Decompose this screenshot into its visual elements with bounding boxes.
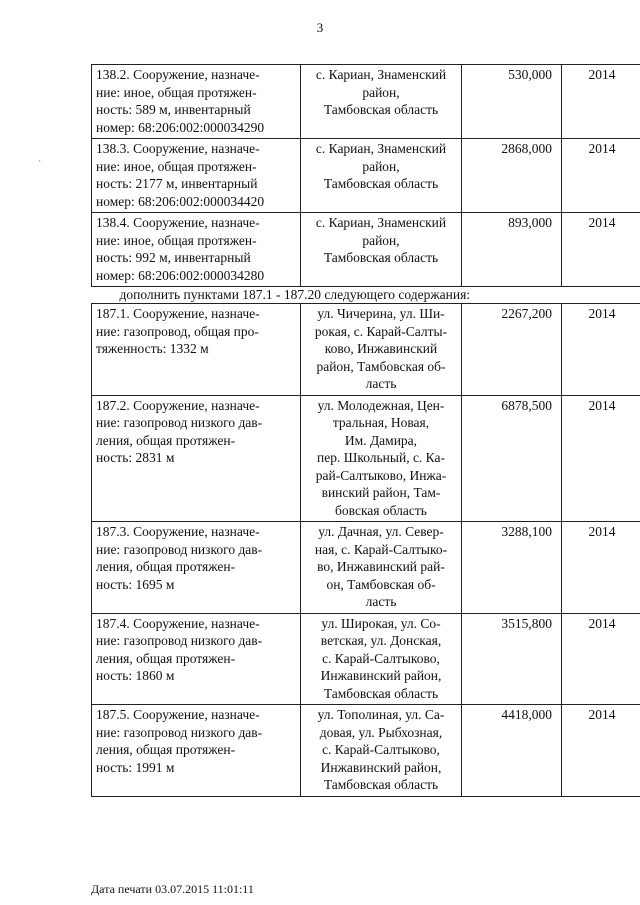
cell-value: 2267,200 [462,304,562,396]
table-row [92,613,640,705]
cell-description [92,613,301,705]
margin-mark: ` [38,160,42,171]
cell-location [301,395,462,522]
cell-location-line: во, Инжавинский рай- [317,559,445,574]
cell-location-line: с. Карай-Салтыково, [322,742,440,757]
cell-description-line: номер: 68:206:002:000034280 [96,267,265,283]
cell-description [92,213,301,287]
cell-location-line: Инжавинский район, [320,668,442,683]
cell-description-line: ние: иное, общая протяжен- [96,232,257,248]
cell-description-line: номер: 68:206:002:000034420 [96,193,265,209]
cell-description [92,705,301,797]
cell-description-line: ления, общая протяжен- [96,742,236,757]
cell-location-line: ул. Чичерина, ул. Ши- [317,306,445,321]
cell-value: 3515,800 [462,613,562,705]
cell-description-line: ления, общая протяжен- [96,559,236,574]
cell-description-line: ние: газопровод низкого дав- [96,724,263,740]
cell-value: 893,000 [462,213,562,287]
table-row [92,705,640,797]
cell-description-line: 187.3. Сооружение, назначе- [96,524,260,539]
cell-location-line: район, Тамбовская об- [316,358,446,374]
cell-location-line: ветская, ул. Донская, [320,633,442,648]
cell-location-line: Инжавинский район, [320,759,442,775]
cell-description [92,304,301,396]
cell-location-line: ул. Тополиная, ул. Са- [317,707,445,722]
cell-location-line: рай-Салтыково, Инжа- [315,467,447,483]
cell-description-line: ность: 1991 м [96,759,175,775]
cell-description [92,395,301,522]
cell-location-line: он, Тамбовская об- [326,576,436,592]
cell-description-line: ние: иное, общая протяжен- [96,158,257,174]
cell-location-line: Тамбовская область [323,685,439,701]
print-date: Дата печати 03.07.2015 11:01:11 [91,882,254,896]
cell-description-line: ления, общая протяжен- [96,650,236,666]
cell-location-line: ково, Инжавинский [324,341,438,356]
cell-description-line: ления, общая протяжен- [96,432,236,448]
cell-location-line: Тамбовская область [323,250,439,265]
cell-value: 6878,500 [462,395,562,522]
cell-location-line: с. Кариан, Знаменский [315,215,447,230]
cell-location-line: ул. Дачная, ул. Север- [318,524,444,539]
cell-location-line: винский район, Там- [321,485,441,500]
cell-year: 2014 [562,65,640,139]
cell-description-line: 187.5. Сооружение, назначе- [96,707,260,722]
table-row [92,139,640,213]
cell-description-line: ность: 589 м, инвентарный [96,102,251,117]
cell-location [301,613,462,705]
cell-location-line: тральная, Новая, [332,415,430,430]
cell-description [92,522,301,614]
cell-year: 2014 [562,304,640,396]
cell-location-line: район, [362,232,400,248]
cell-description-line: ность: 2831 м [96,450,175,465]
table-subheading-section [92,287,640,304]
cell-year: 2014 [562,613,640,705]
table-section-bottom [92,304,640,797]
cell-description-line: ность: 1695 м [96,576,175,592]
cell-location-line: рокая, с. Карай-Салты- [314,323,448,339]
cell-location-line: с. Карай-Салтыково, [322,650,440,666]
subheading-text: дополнить пунктами 187.1 - 187.20 следующего содержания: [119,287,471,302]
cell-value: 4418,000 [462,705,562,797]
cell-description [92,139,301,213]
cell-year: 2014 [562,705,640,797]
cell-value: 530,000 [462,65,562,139]
cell-location-line: довая, ул. Рыбхозная, [319,724,443,740]
table-section-top [92,65,640,287]
cell-description-line: 187.1. Сооружение, назначе- [96,306,260,321]
cell-description-line: 138.3. Сооружение, назначе- [96,141,260,156]
cell-location-line: район, [362,84,400,100]
cell-location-line: Тамбовская область [323,777,439,792]
cell-year: 2014 [562,395,640,522]
cell-description-line: ние: газопровод, общая про- [96,323,259,339]
cell-description-line: ние: газопровод низкого дав- [96,541,263,557]
table-row [92,304,640,396]
cell-description-line: номер: 68:206:002:000034290 [96,119,265,135]
cell-description-line: 187.4. Сооружение, назначе- [96,615,260,631]
cell-description-line: тяженность: 1332 м [96,341,209,356]
page-number: 3 [316,20,324,35]
cell-description-line: ние: газопровод низкого дав- [96,633,263,648]
table-row [92,65,640,139]
cell-location [301,213,462,287]
cell-description-line: 138.2. Сооружение, назначе- [96,67,260,82]
cell-location [301,522,462,614]
cell-location [301,705,462,797]
cell-location-line: Тамбовская область [323,176,439,191]
cell-year: 2014 [562,522,640,614]
cell-description-line: ность: 2177 м, инвентарный [96,176,258,191]
cell-location-line: с. Кариан, Знаменский [315,67,447,82]
cell-location [301,65,462,139]
cell-location [301,304,462,396]
cell-description-line: 138.4. Сооружение, назначе- [96,215,260,230]
cell-year: 2014 [562,213,640,287]
cell-year: 2014 [562,139,640,213]
cell-description-line: ние: газопровод низкого дав- [96,415,263,430]
cell-value: 2868,000 [462,139,562,213]
cell-description-line: ние: иное, общая протяжен- [96,84,257,100]
cell-location-line: с. Кариан, Знаменский [315,141,447,156]
cell-description-line: 187.2. Сооружение, назначе- [96,397,260,413]
property-table [91,64,640,797]
cell-location-line: пер. Школьный, с. Ка- [317,450,445,465]
cell-location-line: ласть [365,594,397,609]
cell-description-line: ность: 992 м, инвентарный [96,250,251,265]
cell-location-line: ная, с. Карай-Салтыко- [314,541,448,557]
cell-location [301,139,462,213]
cell-location-line: район, [362,158,400,174]
cell-value: 3288,100 [462,522,562,614]
cell-location-line: ул. Молодежная, Цен- [317,397,445,413]
cell-location-line: Им. Дамира, [344,432,418,448]
cell-location-line: ул. Широкая, ул. Со- [321,615,441,631]
subheading-row [92,287,640,304]
table-row [92,522,640,614]
table-row [92,213,640,287]
cell-description [92,65,301,139]
table-row [92,395,640,522]
cell-location-line: бовская область [335,502,427,518]
cell-location-line: ласть [365,376,397,391]
cell-description-line: ность: 1860 м [96,668,175,683]
cell-location-line: Тамбовская область [323,102,439,117]
